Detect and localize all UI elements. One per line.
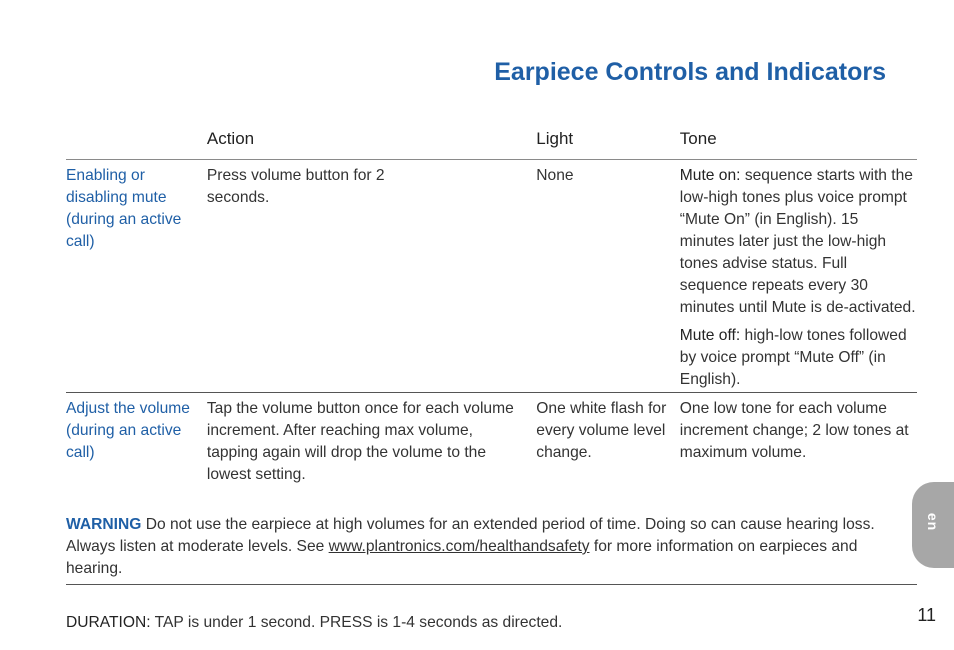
- tone-paragraph: [680, 165, 917, 319]
- row-feature: Enabling or disabling mute (during an active call): [66, 160, 207, 393]
- duration-label: DURATION:: [66, 614, 151, 631]
- tone-label: Mute on:: [679, 167, 741, 184]
- header-action: Action: [207, 126, 536, 160]
- language-tab: [912, 482, 954, 568]
- row-tone: [680, 160, 917, 393]
- tone-text: high-low tones followed by voice prompt “Mute Off” (in English).: [679, 327, 907, 388]
- tone-text: sequence starts with the low-high tones plus voice prompt “Mute On” (in English). 15 minutes later just the low-high tones advise status. Full sequence repeats every 30 minutes until Mute is de-activated.: [679, 167, 916, 316]
- row-action: Press volume button for 2 seconds.: [207, 160, 536, 393]
- header-tone: Tone: [680, 126, 917, 160]
- header-light: Light: [536, 126, 680, 160]
- page-title: Earpiece Controls and Indicators: [494, 58, 886, 86]
- row-feature: Adjust the volume (during an active call): [66, 400, 190, 461]
- tone-label: Mute off:: [679, 327, 741, 344]
- tone-paragraph: [680, 325, 917, 392]
- row-light: None: [536, 160, 680, 393]
- health-safety-link[interactable]: www.plantronics.com/healthandsafety: [328, 538, 590, 555]
- row-light: One white flash for every volume level change.: [536, 400, 667, 461]
- row-tone: One low tone for each volume increment change; 2 low tones at maximum volume.: [679, 400, 909, 461]
- warning-note: [66, 514, 917, 585]
- controls-table: [66, 126, 917, 488]
- table-row: [66, 393, 917, 489]
- row-action: Tap the volume button once for each volume increment. After reaching max volume, tapping again will drop the volume to the lowest setting.: [206, 400, 514, 483]
- header-feature: [66, 126, 207, 160]
- duration-note: [66, 612, 562, 634]
- warning-text-end: for more information on earpieces and hearing.: [66, 538, 858, 577]
- page-number: 11: [917, 605, 936, 625]
- warning-label: WARNING: [66, 516, 142, 533]
- language-tab-label: en: [925, 512, 942, 532]
- warning-text: Do not use the earpiece at high volumes for an extended period of time. Doing so can cause hearing loss. Always listen at moderate levels. See: [66, 516, 875, 555]
- duration-text: TAP is under 1 second. PRESS is 1-4 seconds as directed.: [150, 614, 563, 631]
- table-row: [66, 160, 917, 393]
- table-header-row: [66, 126, 917, 160]
